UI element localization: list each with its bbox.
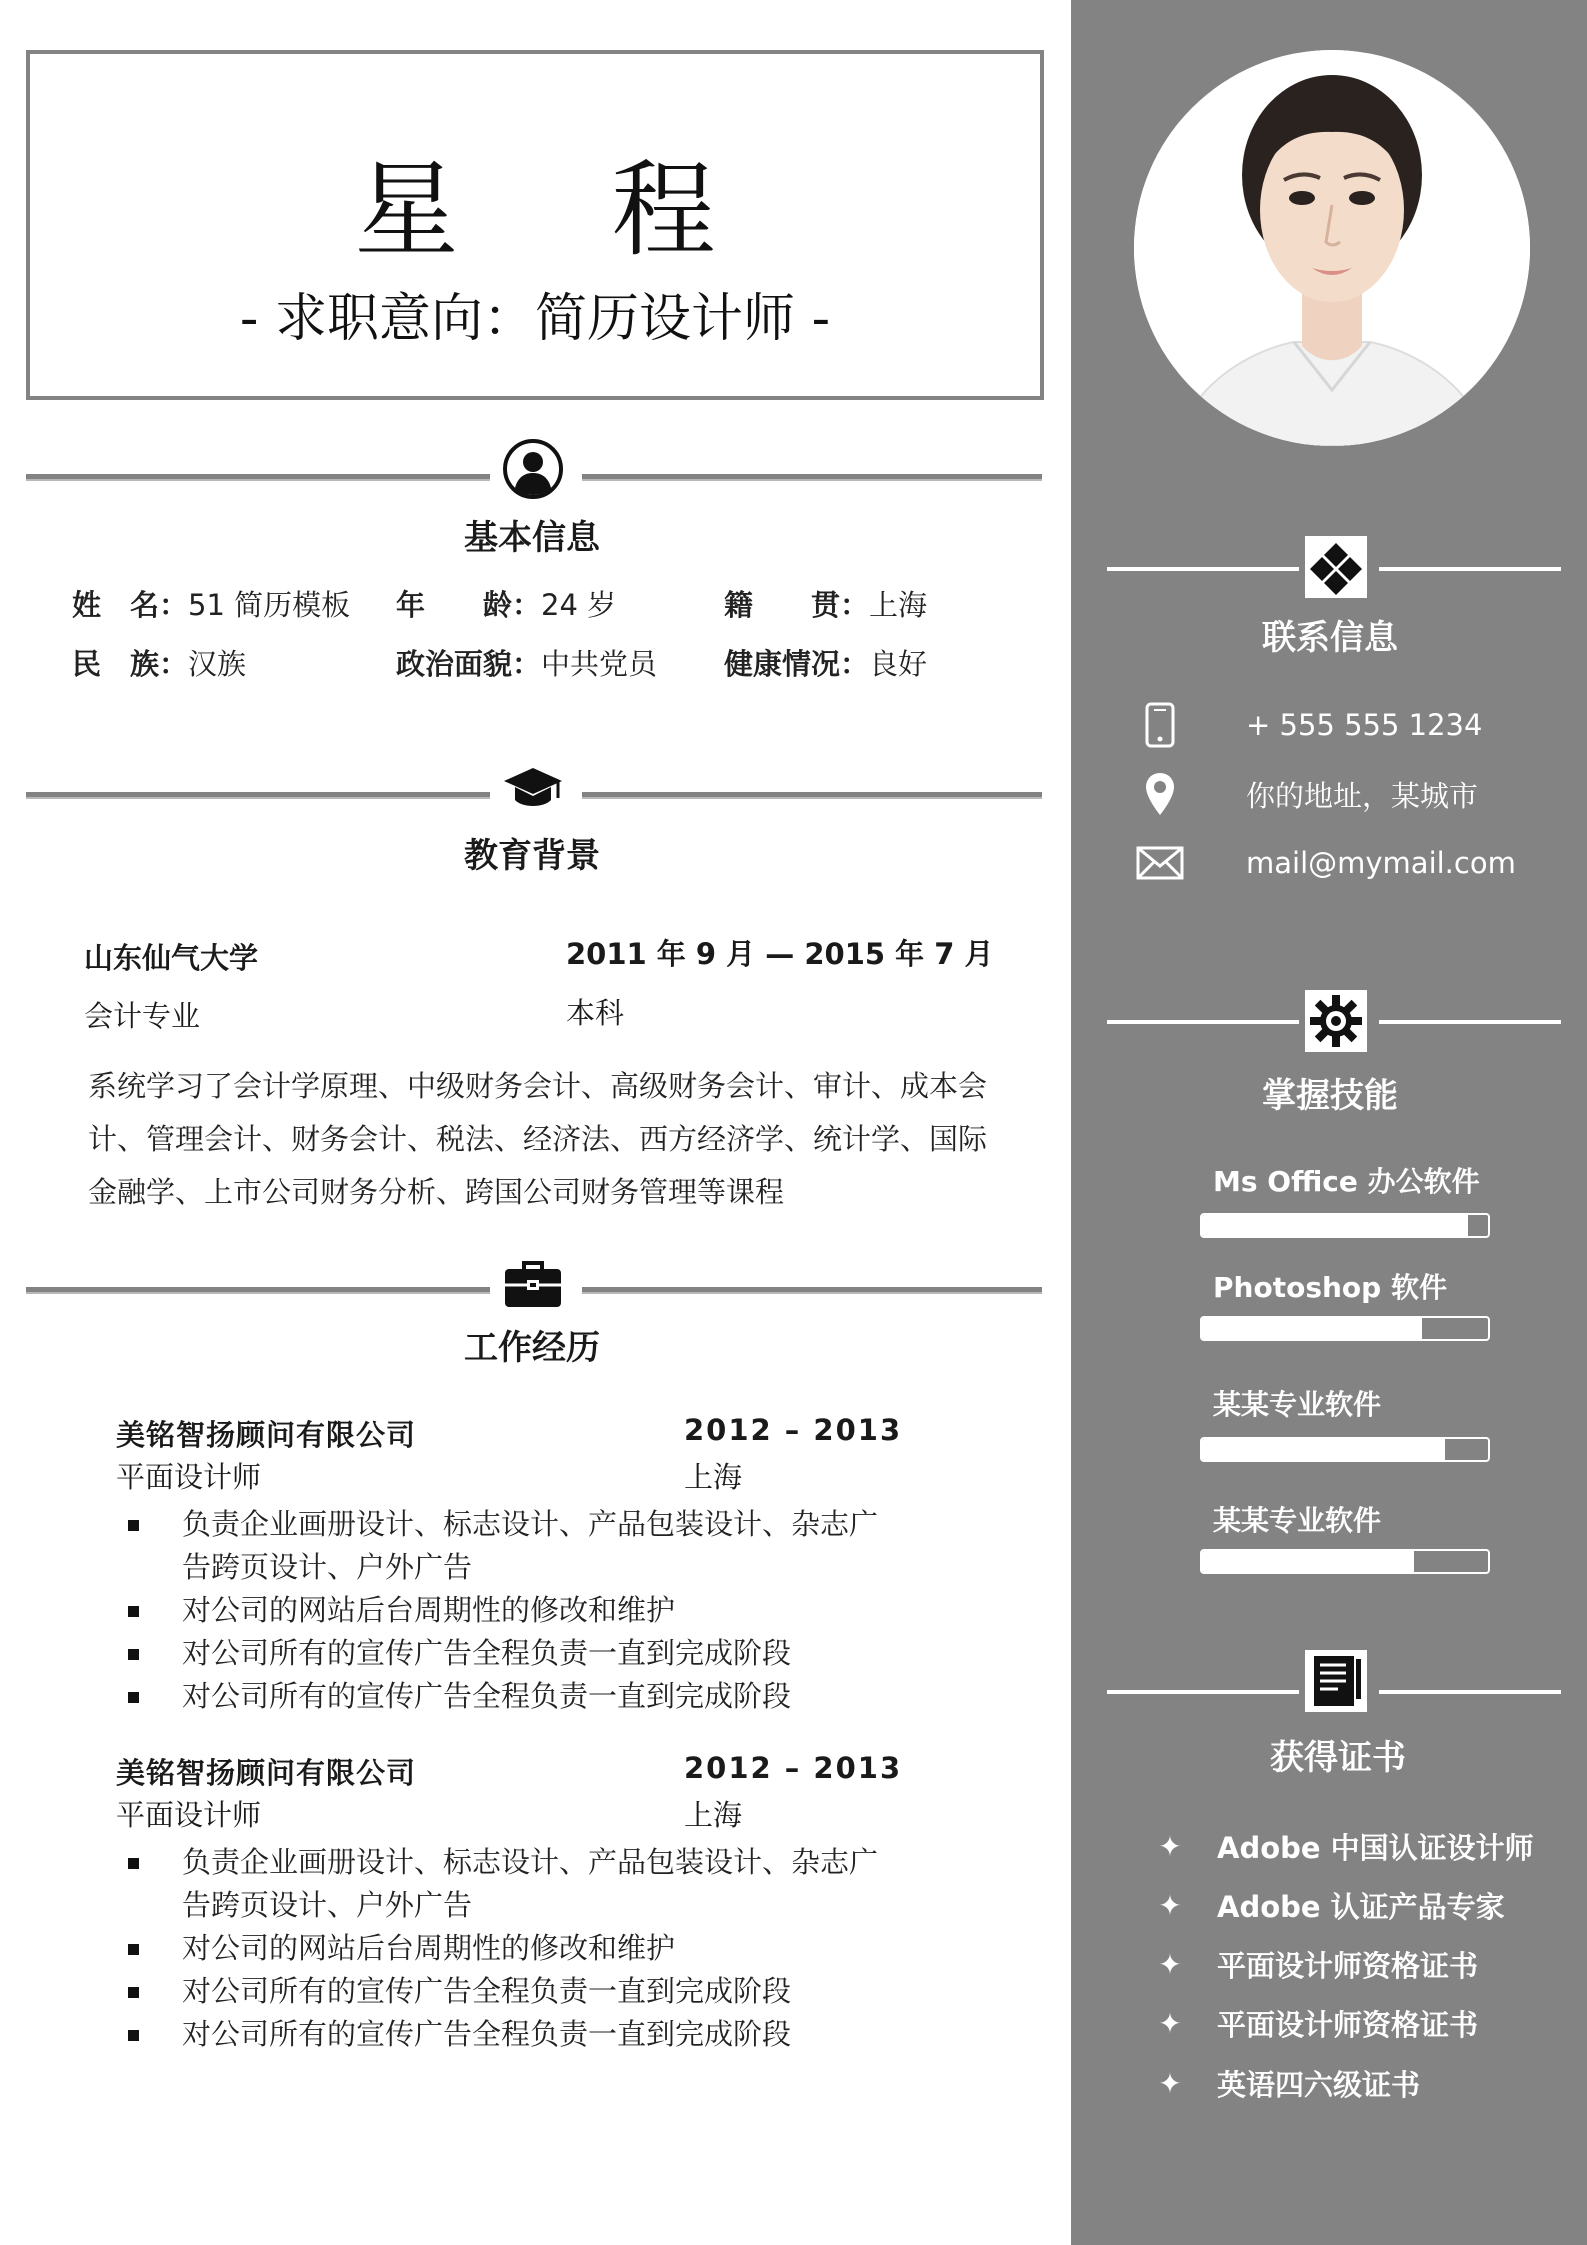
profile-photo xyxy=(1134,50,1530,446)
job2-company: 美铭智扬顾问有限公司 xyxy=(116,1756,417,1790)
skills-rule-left xyxy=(1107,1020,1299,1024)
gear-icon xyxy=(1305,990,1367,1052)
cert-item-1: ✦ Adobe 中国认证设计师 xyxy=(1155,1826,1534,1867)
contact-address: 你的地址，某城市 xyxy=(1246,778,1479,813)
info-ethnicity: 民 族：汉族 xyxy=(72,647,247,681)
job2-duty-4: 对公司所有的宣传广告全程负责一直到完成阶段 xyxy=(126,2013,886,2056)
work-rule-left xyxy=(26,1287,490,1294)
info-age: 年 龄：24 岁 xyxy=(396,588,617,622)
job1-role: 平面设计师 xyxy=(116,1460,262,1494)
job1-duties xyxy=(126,1503,886,1718)
basic-info-title: 基本信息 xyxy=(464,518,600,558)
edu-rule-right xyxy=(582,792,1042,799)
job2-role: 平面设计师 xyxy=(116,1798,262,1832)
contact-title: 联系信息 xyxy=(1262,618,1398,658)
skill-fill-3 xyxy=(1202,1439,1445,1460)
work-rule-right xyxy=(582,1287,1042,1294)
header-box xyxy=(26,50,1044,400)
cert-item-2: ✦ Adobe 认证产品专家 xyxy=(1155,1885,1505,1926)
work-title: 工作经历 xyxy=(464,1328,600,1368)
job2-duties xyxy=(126,1841,886,2056)
job1-duty-3: 对公司所有的宣传广告全程负责一直到完成阶段 xyxy=(126,1632,886,1675)
edu-degree: 本科 xyxy=(566,996,625,1030)
portrait-illustration xyxy=(1134,50,1530,446)
job-intent: - 求职意向：简历设计师 - xyxy=(239,289,831,349)
skill-label-1: Ms Office 办公软件 xyxy=(1213,1165,1480,1198)
basic-rule-right xyxy=(582,474,1042,481)
skill-bar-4 xyxy=(1200,1549,1490,1574)
skill-label-3: 某某专业软件 xyxy=(1213,1388,1382,1421)
skill-bar-2 xyxy=(1200,1316,1490,1341)
diamond-grid-icon xyxy=(1305,536,1367,598)
cert-item-4: ✦ 平面设计师资格证书 xyxy=(1155,2003,1478,2044)
contact-rule-right xyxy=(1379,567,1561,571)
education-title: 教育背景 xyxy=(464,836,600,876)
job2-duty-1: 负责企业画册设计、标志设计、产品包装设计、杂志广告跨页设计、户外广告 xyxy=(126,1841,886,1927)
candidate-name: 星 程 xyxy=(354,149,776,271)
cert-title: 获得证书 xyxy=(1270,1738,1406,1778)
skill-label-2: Photoshop 软件 xyxy=(1213,1271,1447,1304)
cert-rule-left xyxy=(1107,1690,1299,1694)
contact-email: mail@mymail.com xyxy=(1246,846,1516,880)
info-origin: 籍 贯：上海 xyxy=(724,588,928,622)
job1-duty-1: 负责企业画册设计、标志设计、产品包装设计、杂志广告跨页设计、户外广告 xyxy=(126,1503,886,1589)
contact-rule-left xyxy=(1107,567,1299,571)
info-health: 健康情况：良好 xyxy=(724,647,928,681)
edu-description: 系统学习了会计学原理、中级财务会计、高级财务会计、审计、成本会计、管理会计、财务会计、税法、经济法、西方经济学、统计学、国际金融学、上市公司财务分析、跨国公司财务管理等课程 xyxy=(88,1069,988,1209)
edu-major: 会计专业 xyxy=(84,999,201,1033)
cert-item-5: ✦ 英语四六级证书 xyxy=(1155,2063,1420,2104)
edu-rule-left xyxy=(26,792,490,799)
contact-phone-row xyxy=(1130,700,1482,750)
job1-duty-4: 对公司所有的宣传广告全程负责一直到完成阶段 xyxy=(126,1675,886,1718)
skill-fill-4 xyxy=(1202,1551,1414,1572)
edu-school: 山东仙气大学 xyxy=(84,941,259,975)
location-pin-icon xyxy=(1130,771,1190,817)
skill-bar-3 xyxy=(1200,1437,1490,1462)
info-name: 姓 名：51 简历模板 xyxy=(72,588,351,622)
skill-fill-2 xyxy=(1202,1318,1422,1339)
envelope-icon xyxy=(1130,846,1190,880)
job2-city: 上海 xyxy=(684,1798,743,1832)
graduation-cap-icon xyxy=(502,758,564,820)
skill-label-4: 某某专业软件 xyxy=(1213,1504,1382,1537)
phone-icon xyxy=(1130,702,1190,748)
person-icon xyxy=(502,438,564,500)
sparkle-icon: ✦ xyxy=(1158,1889,1182,1922)
contact-email-row xyxy=(1130,838,1516,888)
sparkle-icon: ✦ xyxy=(1158,1948,1182,1981)
job1-date: 2012 – 2013 xyxy=(684,1413,903,1447)
briefcase-icon xyxy=(502,1254,564,1316)
job1-duty-2: 对公司的网站后台周期性的修改和维护 xyxy=(126,1589,886,1632)
skill-fill-1 xyxy=(1202,1215,1468,1236)
contact-address-row xyxy=(1130,769,1478,819)
skills-title: 掌握技能 xyxy=(1262,1076,1398,1116)
sparkle-icon: ✦ xyxy=(1158,1830,1182,1863)
contact-phone: + 555 555 1234 xyxy=(1246,708,1483,742)
skill-bar-1 xyxy=(1200,1213,1490,1238)
job1-company: 美铭智扬顾问有限公司 xyxy=(116,1418,417,1452)
job2-duty-3: 对公司所有的宣传广告全程负责一直到完成阶段 xyxy=(126,1970,886,2013)
job1-city: 上海 xyxy=(684,1460,743,1494)
skills-rule-right xyxy=(1379,1020,1561,1024)
cert-item-3: ✦ 平面设计师资格证书 xyxy=(1155,1944,1478,1985)
job2-date: 2012 – 2013 xyxy=(684,1751,903,1785)
basic-rule-left xyxy=(26,474,490,481)
job2-duty-2: 对公司的网站后台周期性的修改和维护 xyxy=(126,1927,886,1970)
notebook-icon xyxy=(1305,1650,1367,1712)
info-politics: 政治面貌：中共党员 xyxy=(396,647,658,681)
cert-rule-right xyxy=(1379,1690,1561,1694)
sparkle-icon: ✦ xyxy=(1158,2067,1182,2100)
sparkle-icon: ✦ xyxy=(1158,2007,1182,2040)
edu-date: 2011 年 9 月 — 2015 年 7 月 xyxy=(566,937,994,971)
